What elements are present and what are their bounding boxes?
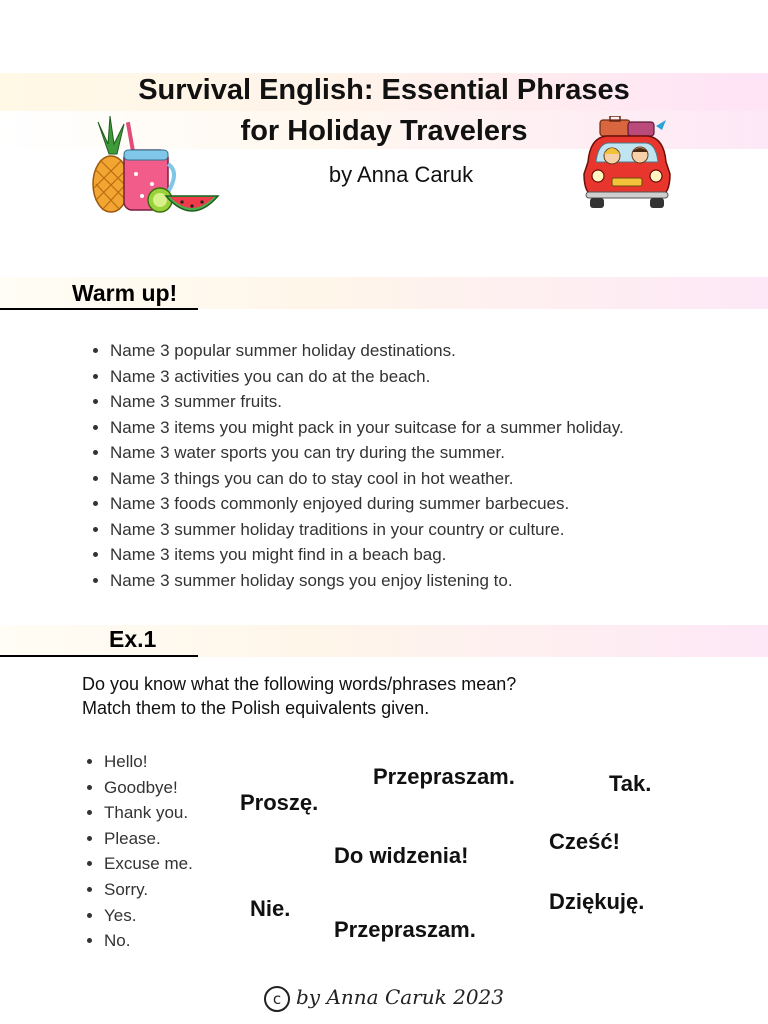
english-phrase: • Please.: [104, 826, 193, 852]
ex1-instruction-line1: Do you know what the following words/phrases mean?: [82, 674, 517, 694]
list-item: • Name 3 water sports you can try during the summer.: [110, 440, 624, 466]
ex1-heading: Ex.1: [109, 626, 157, 652]
english-phrase: • Yes.: [104, 903, 193, 929]
polish-word-do-widzenia: Do widzenia!: [334, 843, 469, 868]
page-title-line2: for Holiday Travelers: [240, 115, 528, 147]
page-title-line1: Survival English: Essential Phrases: [138, 74, 630, 106]
car-travel-icon: [580, 116, 674, 212]
fruit-drink-icon: [84, 114, 224, 216]
list-item: • Name 3 foods commonly enjoyed during summer barbecues.: [110, 491, 624, 517]
author-line: by Anna Caruk: [328, 162, 474, 187]
english-phrase: • Hello!: [104, 749, 193, 775]
polish-word-czesc: Cześć!: [549, 829, 620, 854]
list-item: • Name 3 activities you can do at the beach.: [110, 364, 624, 390]
list-item: • Name 3 popular summer holiday destinations.: [110, 338, 624, 364]
list-item: • Name 3 summer holiday traditions in your country or culture.: [110, 517, 624, 543]
english-phrase: • Excuse me.: [104, 851, 193, 877]
footer-text: by Anna Caruk 2023: [296, 985, 504, 1009]
english-phrase: • Goodbye!: [104, 775, 193, 801]
list-item: • Name 3 items you might find in a beach bag.: [110, 542, 624, 568]
polish-word-przepraszam: Przepraszam.: [373, 764, 515, 789]
english-phrase-list: [82, 749, 193, 954]
english-phrase: • Thank you.: [104, 800, 193, 826]
warmup-heading: Warm up!: [72, 280, 178, 306]
copyright-icon: c: [264, 986, 290, 1012]
ex1-instruction-line2: Match them to the Polish equivalents given.: [82, 698, 430, 718]
polish-word-nie: Nie.: [250, 896, 291, 921]
warmup-list: [88, 338, 624, 593]
ex1-underline: [0, 655, 198, 657]
list-item: • Name 3 summer holiday songs you enjoy listening to.: [110, 568, 624, 594]
english-phrase: • Sorry.: [104, 877, 193, 903]
warmup-underline: [0, 308, 198, 310]
english-phrase: • No.: [104, 928, 193, 954]
list-item: • Name 3 items you might pack in your suitcase for a summer holiday.: [110, 415, 624, 441]
polish-word-przepraszam-2: Przepraszam.: [334, 917, 476, 942]
list-item: • Name 3 summer fruits.: [110, 389, 624, 415]
list-item: • Name 3 things you can do to stay cool in hot weather.: [110, 466, 624, 492]
footer-copyright: [0, 985, 768, 1012]
polish-word-dziekuje: Dziękuję.: [549, 889, 645, 914]
polish-word-tak: Tak.: [609, 771, 652, 796]
polish-word-prosze: Proszę.: [240, 790, 319, 815]
